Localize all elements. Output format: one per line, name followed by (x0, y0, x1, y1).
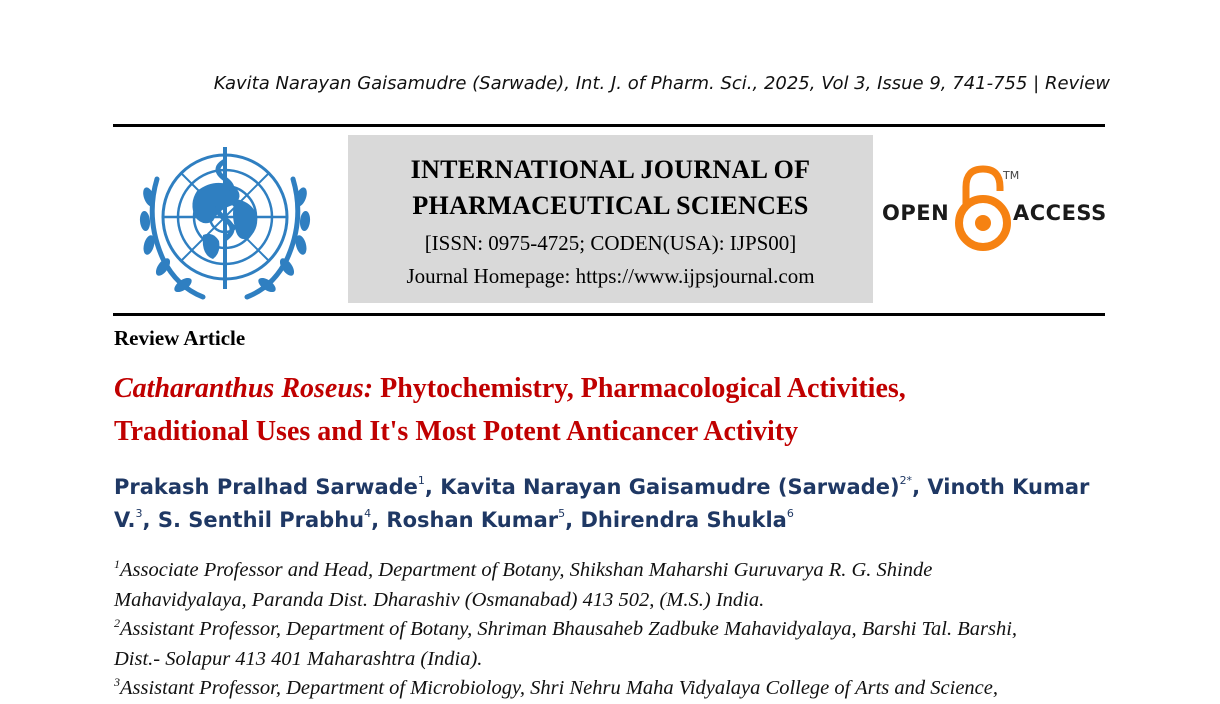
affiliation-line: Assistant Professor, Department of Microbiology, Shri Nehru Maha Vidyalaya College of Arts and Science, (120, 677, 998, 699)
header-rule-top (113, 124, 1105, 127)
author-affil-ref: 3 (135, 507, 143, 520)
journal-issn: [ISSN: 0975-4725; CODEN(USA): IJPS00] (424, 231, 797, 255)
author-separator: , (142, 508, 158, 532)
author-separator: , (424, 475, 441, 499)
author-affil-ref: 4 (364, 507, 372, 520)
affiliation-number: 2 (114, 616, 120, 630)
affiliation-item (114, 615, 1114, 674)
header-rule-bottom (113, 313, 1105, 316)
author-affil-ref: 1 (417, 474, 425, 487)
author-name: S. Senthil Prabhu (157, 508, 365, 532)
author-name: Kavita Narayan Gaisamudre (Sarwade) (440, 475, 900, 499)
author-separator: , (565, 508, 581, 532)
author-name: Vinoth Kumar V. (114, 475, 1090, 532)
author-affil-ref: 2* (899, 474, 913, 487)
running-head: Kavita Narayan Gaisamudre (Sarwade), Int. J. of Pharm. Sci., 2025, Vol 3, Issue 9, 741-755 | Review (213, 73, 1110, 94)
open-access-open-text: OPEN (882, 201, 950, 225)
trademark-mark: TM (1003, 169, 1020, 182)
article-title (114, 367, 1104, 453)
affiliation-line: Associate Professor and Head, Department of Botany, Shikshan Maharshi Guruvarya R. G. Shinde (120, 559, 933, 581)
affiliation-item (114, 556, 1114, 615)
author-separator: , (912, 475, 928, 499)
un-who-emblem-icon (127, 139, 323, 305)
affiliation-line: Mahavidyalaya, Paranda Dist. Dharashiv (Osmanabad) 413 502, (M.S.) India. (114, 588, 765, 611)
affiliations (114, 556, 1114, 704)
affiliation-number: 3 (114, 675, 120, 689)
title-line2: Traditional Uses and It's Most Potent Anticancer Activity (114, 416, 799, 447)
author-list (114, 471, 1104, 537)
journal-title-line1: INTERNATIONAL JOURNAL OF (410, 155, 811, 184)
author-name: Dhirendra Shukla (580, 508, 787, 532)
affiliation-line: Dist.- Solapur 413 401 Maharashtra (India). (114, 647, 483, 670)
author-affil-ref: 6 (786, 507, 794, 520)
title-species: Catharanthus Roseus: (114, 373, 374, 404)
article-type: Review Article (114, 326, 246, 350)
affiliation-number: 1 (114, 557, 120, 571)
open-access-logo (880, 165, 1110, 255)
open-access-access-text: ACCESS (1013, 201, 1107, 225)
journal-title-line2: PHARMACEUTICAL SCIENCES (412, 191, 809, 220)
journal-homepage[interactable]: Journal Homepage: https://www.ijpsjournal.com (406, 264, 815, 288)
author-affil-ref: 5 (558, 507, 566, 520)
title-line1-rest: Phytochemistry, Pharmacological Activities, (373, 373, 906, 404)
author-name: Prakash Pralhad Sarwade (114, 475, 418, 499)
author-separator: , (371, 508, 387, 532)
journal-masthead (348, 135, 873, 303)
author-name: Roshan Kumar (386, 508, 559, 532)
affiliation-line: Assistant Professor, Department of Botany, Shriman Bhausaheb Zadbuke Mahavidyalaya, Barshi Tal. Barshi, (120, 618, 1018, 640)
affiliation-item (114, 674, 1114, 704)
